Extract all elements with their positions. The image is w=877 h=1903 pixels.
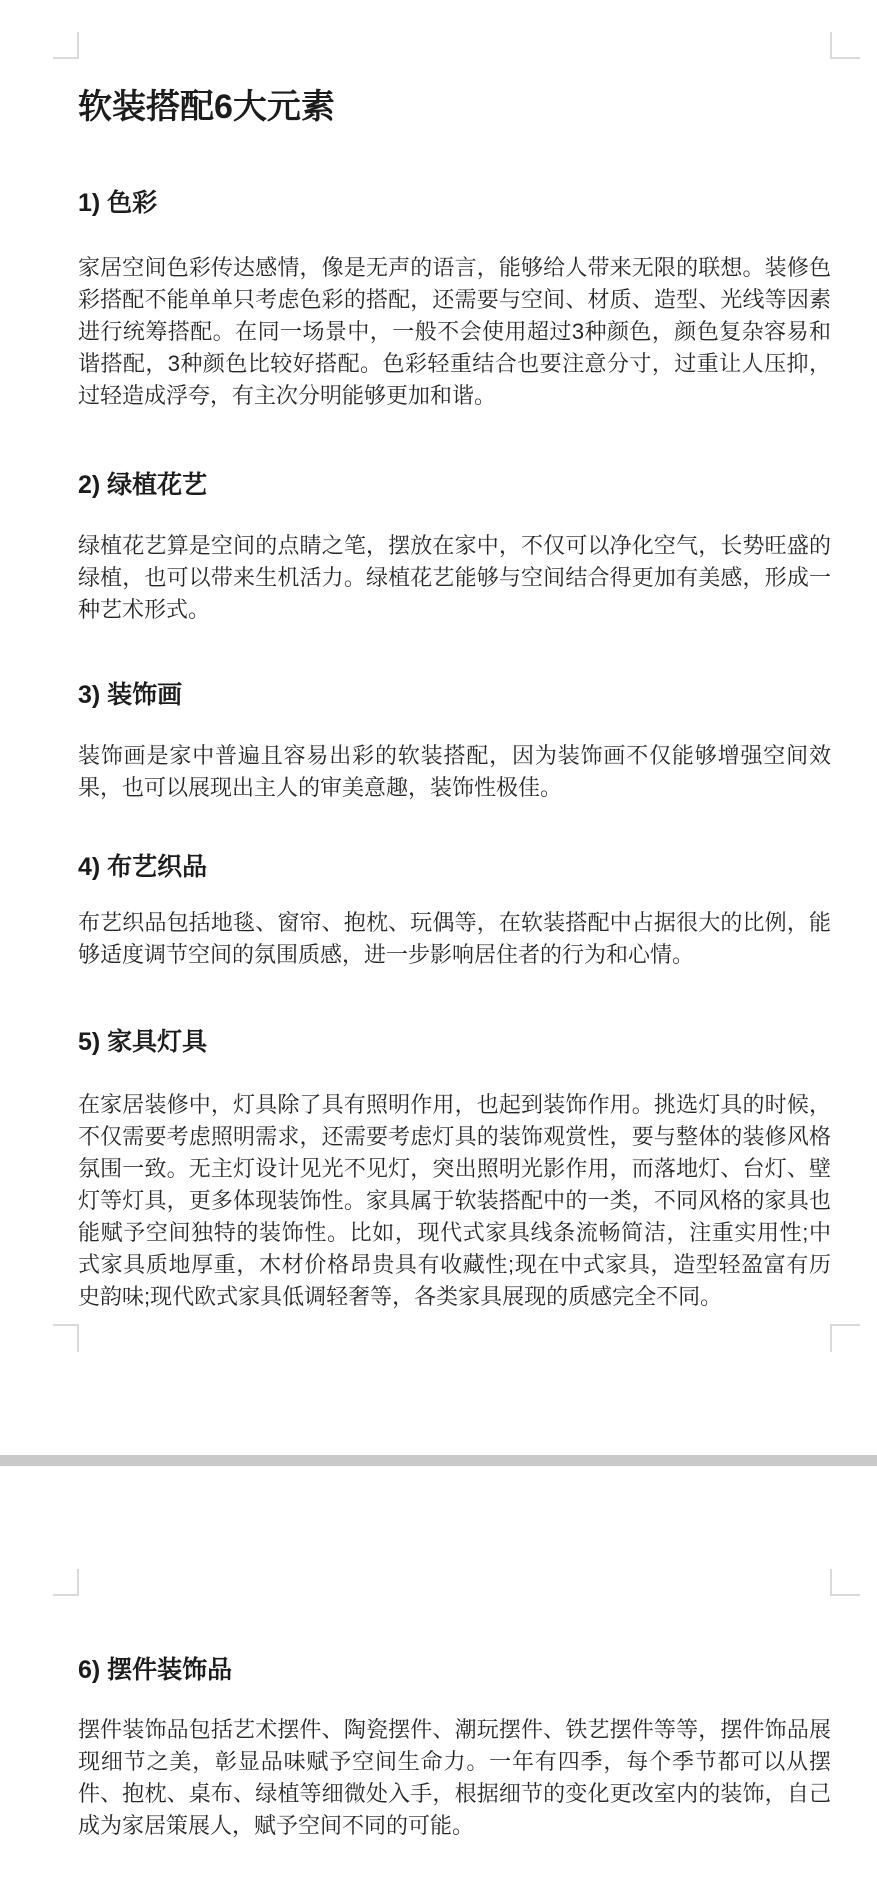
section-body-fabrics: 布艺织品包括地毯、窗帘、抱枕、玩偶等，在软装搭配中占据很大的比例，能够适度调节空间的氛围质感，进一步影响居住者的行为和心情。 xyxy=(78,910,831,967)
section-heading-ornaments: 6) 摆件装饰品 xyxy=(78,1656,233,1684)
crop-mark-page1-bottom-right xyxy=(830,1324,860,1352)
section-body-paintings: 装饰画是家中普遍且容易出彩的软装搭配，因为装饰画不仅能够增强空间效果，也可以展现出主人的审美意趣，装饰性极佳。 xyxy=(78,743,831,800)
page-2 xyxy=(0,1466,877,1903)
crop-mark-page2-top-left xyxy=(53,1569,79,1596)
crop-mark-page1-bottom-left xyxy=(53,1324,79,1352)
crop-mark-page1-top-left xyxy=(53,32,79,59)
document-title: 软装搭配6大元素 xyxy=(78,88,335,126)
crop-mark-page1-top-right xyxy=(830,32,860,59)
section-body-color: 家居空间色彩传达感情，像是无声的语言，能够给人带来无限的联想。装修色彩搭配不能单单只考虑色彩的搭配，还需要与空间、材质、造型、光线等因素进行统筹搭配。在同一场景中，一般不会使用超过3种颜色，颜色复杂容易和谐搭配，3种颜色比较好搭配。色彩轻重结合也要注意分寸，过重让人压抑，过轻造成浮夸，有主次分明能够更加和谐。 xyxy=(78,255,831,408)
crop-mark-page2-top-right xyxy=(830,1569,860,1596)
section-heading-furniture-lighting: 5) 家具灯具 xyxy=(78,1028,208,1056)
section-heading-plants: 2) 绿植花艺 xyxy=(78,471,208,499)
section-heading-color: 1) 色彩 xyxy=(78,189,158,217)
page-separator xyxy=(0,1455,877,1466)
section-heading-fabrics: 4) 布艺织品 xyxy=(78,853,208,881)
section-body-furniture-lighting: 在家居装修中，灯具除了具有照明作用，也起到装饰作用。挑选灯具的时候，不仅需要考虑照明需求，还需要考虑灯具的装饰观赏性，要与整体的装修风格氛围一致。无主灯设计见光不见灯，突出照明光影作用，而落地灯、台灯、壁灯等灯具，更多体现装饰性。家具属于软装搭配中的一类，不同风格的家具也能赋予空间独特的装饰性。比如，现代式家具线条流畅简洁，注重实用性;中式家具质地厚重，木材价格昂贵具有收藏性;现在中式家具，造型轻盈富有历史韵味;现代欧式家具低调轻奢等，各类家具展现的质感完全不同。 xyxy=(78,1092,831,1309)
section-heading-paintings: 3) 装饰画 xyxy=(78,681,183,709)
section-body-ornaments: 摆件装饰品包括艺术摆件、陶瓷摆件、潮玩摆件、铁艺摆件等等，摆件饰品展现细节之美，彰显品味赋予空间生命力。一年有四季，每个季节都可以从摆件、抱枕、桌布、绿植等细微处入手，根据细节的变化更改室内的装饰，自己成为家居策展人，赋予空间不同的可能。 xyxy=(78,1717,831,1838)
section-body-plants: 绿植花艺算是空间的点睛之笔，摆放在家中，不仅可以净化空气，长势旺盛的绿植，也可以带来生机活力。绿植花艺能够与空间结合得更加有美感，形成一种艺术形式。 xyxy=(78,533,831,622)
